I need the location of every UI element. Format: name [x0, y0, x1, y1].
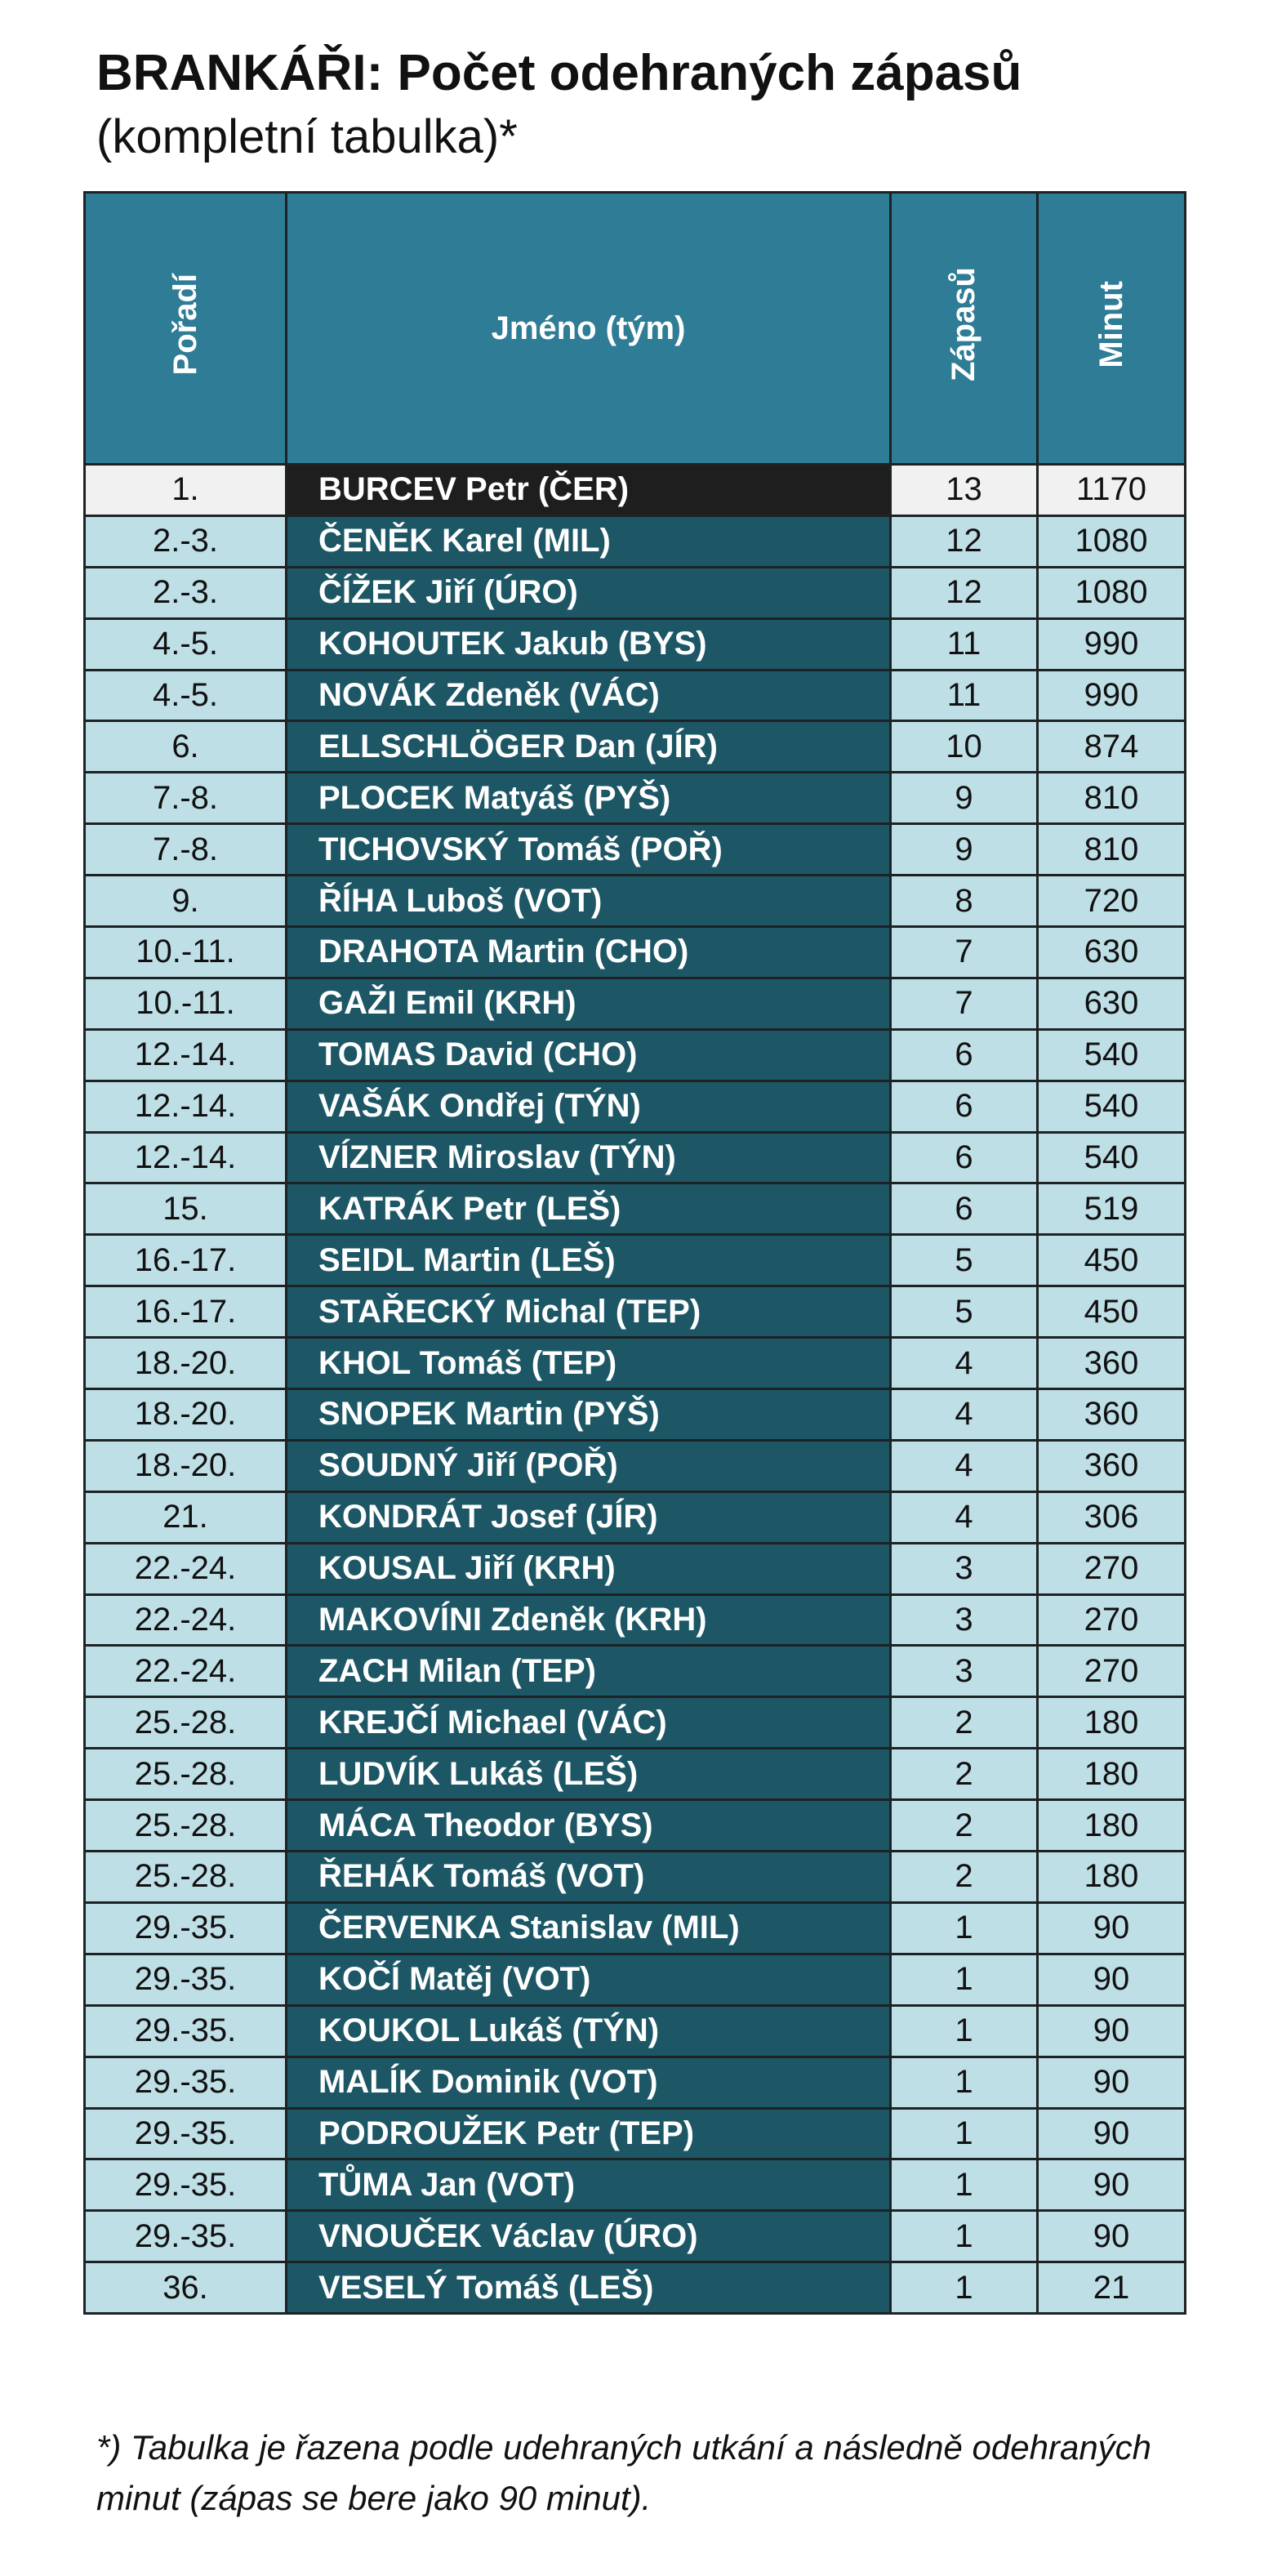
column-header-minutes — [1038, 193, 1186, 465]
rank-cell: 22.-24. — [85, 1646, 287, 1697]
table-row — [85, 1594, 1186, 1646]
player-name-cell: VAŠÁK Ondřej (TÝN) — [287, 1081, 891, 1132]
column-header-minutes-label: Minut — [1093, 280, 1129, 368]
player-name-cell: ČENĚK Karel (MIL) — [287, 515, 891, 567]
table-row — [85, 2159, 1186, 2211]
games-cell: 6 — [891, 1132, 1038, 1183]
rank-cell: 29.-35. — [85, 2211, 287, 2262]
player-name-cell: VESELÝ Tomáš (LEŠ) — [287, 2262, 891, 2314]
games-cell: 1 — [891, 2262, 1038, 2314]
table-row — [85, 618, 1186, 670]
player-name-cell: PODROUŽEK Petr (TEP) — [287, 2108, 891, 2159]
player-name-cell: BURCEV Petr (ČER) — [287, 465, 891, 516]
table-row — [85, 1286, 1186, 1338]
table-row — [85, 465, 1186, 516]
rank-cell: 7.-8. — [85, 824, 287, 876]
player-name-cell: KONDRÁT Josef (JÍR) — [287, 1491, 891, 1543]
rank-cell: 9. — [85, 876, 287, 927]
table-row — [85, 824, 1186, 876]
minutes-cell: 90 — [1038, 2211, 1186, 2262]
minutes-cell: 450 — [1038, 1286, 1186, 1338]
games-cell: 4 — [891, 1491, 1038, 1543]
player-name-cell: ŘEHÁK Tomáš (VOT) — [287, 1852, 891, 1903]
rank-cell: 4.-5. — [85, 618, 287, 670]
games-cell: 7 — [891, 978, 1038, 1029]
minutes-cell: 90 — [1038, 2057, 1186, 2108]
table-row — [85, 2005, 1186, 2057]
player-name-cell: PLOCEK Matyáš (PYŠ) — [287, 773, 891, 824]
player-name-cell: ELLSCHLÖGER Dan (JÍR) — [287, 721, 891, 773]
minutes-cell: 180 — [1038, 1852, 1186, 1903]
minutes-cell: 540 — [1038, 1132, 1186, 1183]
games-cell: 9 — [891, 824, 1038, 876]
rank-cell: 29.-35. — [85, 2005, 287, 2057]
games-cell: 1 — [891, 2108, 1038, 2159]
player-name-cell: MALÍK Dominik (VOT) — [287, 2057, 891, 2108]
games-cell: 5 — [891, 1235, 1038, 1286]
player-name-cell: KATRÁK Petr (LEŠ) — [287, 1183, 891, 1235]
minutes-cell: 90 — [1038, 1902, 1186, 1954]
games-cell: 2 — [891, 1852, 1038, 1903]
minutes-cell: 1080 — [1038, 567, 1186, 618]
games-cell: 1 — [891, 1954, 1038, 2005]
minutes-cell: 990 — [1038, 670, 1186, 721]
rank-cell: 21. — [85, 1491, 287, 1543]
minutes-cell: 450 — [1038, 1235, 1186, 1286]
player-name-cell: NOVÁK Zdeněk (VÁC) — [287, 670, 891, 721]
games-cell: 3 — [891, 1543, 1038, 1594]
table-row — [85, 1338, 1186, 1389]
player-name-cell: VÍZNER Miroslav (TÝN) — [287, 1132, 891, 1183]
table-row — [85, 2057, 1186, 2108]
minutes-cell: 1080 — [1038, 515, 1186, 567]
table-row — [85, 927, 1186, 978]
player-name-cell: KOUSAL Jiří (KRH) — [287, 1543, 891, 1594]
rank-cell: 25.-28. — [85, 1749, 287, 1800]
player-name-cell: TOMAS David (CHO) — [287, 1029, 891, 1081]
rank-cell: 10.-11. — [85, 927, 287, 978]
games-cell: 1 — [891, 2159, 1038, 2211]
title-block — [96, 41, 1191, 167]
player-name-cell: GAŽI Emil (KRH) — [287, 978, 891, 1029]
table-row — [85, 1800, 1186, 1852]
minutes-cell: 630 — [1038, 927, 1186, 978]
table-row — [85, 721, 1186, 773]
games-cell: 2 — [891, 1800, 1038, 1852]
table-row — [85, 1081, 1186, 1132]
games-cell: 3 — [891, 1646, 1038, 1697]
rank-cell: 25.-28. — [85, 1800, 287, 1852]
games-cell: 6 — [891, 1183, 1038, 1235]
table-row — [85, 567, 1186, 618]
column-header-name — [287, 193, 891, 465]
column-header-rank — [85, 193, 287, 465]
player-name-cell: SNOPEK Martin (PYŠ) — [287, 1389, 891, 1441]
minutes-cell: 90 — [1038, 2005, 1186, 2057]
table-row — [85, 1132, 1186, 1183]
rank-cell: 1. — [85, 465, 287, 516]
games-cell: 2 — [891, 1697, 1038, 1749]
games-cell: 4 — [891, 1440, 1038, 1491]
player-name-cell: SOUDNÝ Jiří (POŘ) — [287, 1440, 891, 1491]
games-cell: 9 — [891, 773, 1038, 824]
minutes-cell: 720 — [1038, 876, 1186, 927]
rank-cell: 10.-11. — [85, 978, 287, 1029]
minutes-cell: 540 — [1038, 1029, 1186, 1081]
table-row — [85, 1646, 1186, 1697]
rank-cell: 29.-35. — [85, 2108, 287, 2159]
table-row — [85, 876, 1186, 927]
rank-cell: 12.-14. — [85, 1132, 287, 1183]
games-cell: 13 — [891, 465, 1038, 516]
games-cell: 1 — [891, 2057, 1038, 2108]
minutes-cell: 180 — [1038, 1800, 1186, 1852]
table-row — [85, 1235, 1186, 1286]
rank-cell: 22.-24. — [85, 1543, 287, 1594]
table-row — [85, 1389, 1186, 1441]
minutes-cell: 21 — [1038, 2262, 1186, 2314]
games-cell: 1 — [891, 1902, 1038, 1954]
games-cell: 3 — [891, 1594, 1038, 1646]
games-cell: 12 — [891, 515, 1038, 567]
table-row — [85, 1183, 1186, 1235]
goalkeepers-table — [83, 191, 1186, 2315]
rank-cell: 12.-14. — [85, 1081, 287, 1132]
player-name-cell: MÁCA Theodor (BYS) — [287, 1800, 891, 1852]
rank-cell: 29.-35. — [85, 1954, 287, 2005]
table-row — [85, 2108, 1186, 2159]
player-name-cell: VNOUČEK Václav (ÚRO) — [287, 2211, 891, 2262]
minutes-cell: 270 — [1038, 1594, 1186, 1646]
player-name-cell: TICHOVSKÝ Tomáš (POŘ) — [287, 824, 891, 876]
footnote: *) Tabulka je řazena podle udehraných utkání a následně odehraných minut (zápas se bere jako 90 minut). — [96, 2428, 1152, 2517]
rank-cell: 29.-35. — [85, 2057, 287, 2108]
minutes-cell: 1170 — [1038, 465, 1186, 516]
minutes-cell: 90 — [1038, 2159, 1186, 2211]
minutes-cell: 874 — [1038, 721, 1186, 773]
minutes-cell: 990 — [1038, 618, 1186, 670]
table-row — [85, 1852, 1186, 1903]
table-row — [85, 1954, 1186, 2005]
table-row — [85, 978, 1186, 1029]
table-row — [85, 670, 1186, 721]
rank-cell: 6. — [85, 721, 287, 773]
table-row — [85, 1749, 1186, 1800]
rank-cell: 7.-8. — [85, 773, 287, 824]
minutes-cell: 306 — [1038, 1491, 1186, 1543]
games-cell: 4 — [891, 1389, 1038, 1441]
column-header-rank-label: Pořadí — [167, 273, 203, 376]
page-subtitle: (kompletní tabulka)* — [96, 110, 518, 163]
games-cell: 11 — [891, 670, 1038, 721]
player-name-cell: ČERVENKA Stanislav (MIL) — [287, 1902, 891, 1954]
minutes-cell: 540 — [1038, 1081, 1186, 1132]
player-name-cell: SEIDL Martin (LEŠ) — [287, 1235, 891, 1286]
table-row — [85, 515, 1186, 567]
minutes-cell: 360 — [1038, 1338, 1186, 1389]
minutes-cell: 180 — [1038, 1697, 1186, 1749]
minutes-cell: 270 — [1038, 1543, 1186, 1594]
games-cell: 5 — [891, 1286, 1038, 1338]
rank-cell: 29.-35. — [85, 1902, 287, 1954]
player-name-cell: KHOL Tomáš (TEP) — [287, 1338, 891, 1389]
games-cell: 6 — [891, 1081, 1038, 1132]
minutes-cell: 519 — [1038, 1183, 1186, 1235]
minutes-cell: 810 — [1038, 824, 1186, 876]
table-row — [85, 1491, 1186, 1543]
minutes-cell: 630 — [1038, 978, 1186, 1029]
minutes-cell: 810 — [1038, 773, 1186, 824]
table-row — [85, 1902, 1186, 1954]
minutes-cell: 90 — [1038, 1954, 1186, 2005]
games-cell: 1 — [891, 2005, 1038, 2057]
minutes-cell: 90 — [1038, 2108, 1186, 2159]
rank-cell: 18.-20. — [85, 1440, 287, 1491]
minutes-cell: 180 — [1038, 1749, 1186, 1800]
rank-cell: 15. — [85, 1183, 287, 1235]
table-row — [85, 1440, 1186, 1491]
player-name-cell: DRAHOTA Martin (CHO) — [287, 927, 891, 978]
rank-cell: 18.-20. — [85, 1389, 287, 1441]
player-name-cell: KREJČÍ Michael (VÁC) — [287, 1697, 891, 1749]
games-cell: 7 — [891, 927, 1038, 978]
column-header-games — [891, 193, 1038, 465]
player-name-cell: STAŘECKÝ Michal (TEP) — [287, 1286, 891, 1338]
minutes-cell: 270 — [1038, 1646, 1186, 1697]
player-name-cell: TŮMA Jan (VOT) — [287, 2159, 891, 2211]
rank-cell: 36. — [85, 2262, 287, 2314]
rank-cell: 22.-24. — [85, 1594, 287, 1646]
table-row — [85, 2262, 1186, 2314]
table-row — [85, 1697, 1186, 1749]
rank-cell: 2.-3. — [85, 567, 287, 618]
rank-cell: 2.-3. — [85, 515, 287, 567]
rank-cell: 18.-20. — [85, 1338, 287, 1389]
player-name-cell: LUDVÍK Lukáš (LEŠ) — [287, 1749, 891, 1800]
rank-cell: 16.-17. — [85, 1286, 287, 1338]
rank-cell: 29.-35. — [85, 2159, 287, 2211]
table-header-row — [85, 193, 1186, 465]
games-cell: 6 — [891, 1029, 1038, 1081]
player-name-cell: ŘÍHA Luboš (VOT) — [287, 876, 891, 927]
player-name-cell: KOUKOL Lukáš (TÝN) — [287, 2005, 891, 2057]
table-row — [85, 1029, 1186, 1081]
games-cell: 11 — [891, 618, 1038, 670]
column-header-games-label: Zápasů — [946, 266, 981, 382]
player-name-cell: ZACH Milan (TEP) — [287, 1646, 891, 1697]
table-body — [85, 465, 1186, 2314]
rank-cell: 16.-17. — [85, 1235, 287, 1286]
page-title: BRANKÁŘI: Počet odehraných zápasů — [96, 45, 1022, 101]
table-row — [85, 2211, 1186, 2262]
column-header-name-label: Jméno (tým) — [491, 310, 686, 346]
table-row — [85, 1543, 1186, 1594]
rank-cell: 4.-5. — [85, 670, 287, 721]
player-name-cell: KOČÍ Matěj (VOT) — [287, 1954, 891, 2005]
games-cell: 4 — [891, 1338, 1038, 1389]
player-name-cell: ČÍŽEK Jiří (ÚRO) — [287, 567, 891, 618]
player-name-cell: KOHOUTEK Jakub (BYS) — [287, 618, 891, 670]
table-row — [85, 773, 1186, 824]
games-cell: 2 — [891, 1749, 1038, 1800]
minutes-cell: 360 — [1038, 1389, 1186, 1441]
rank-cell: 25.-28. — [85, 1697, 287, 1749]
games-cell: 10 — [891, 721, 1038, 773]
minutes-cell: 360 — [1038, 1440, 1186, 1491]
games-cell: 12 — [891, 567, 1038, 618]
games-cell: 1 — [891, 2211, 1038, 2262]
rank-cell: 12.-14. — [85, 1029, 287, 1081]
games-cell: 8 — [891, 876, 1038, 927]
rank-cell: 25.-28. — [85, 1852, 287, 1903]
player-name-cell: MAKOVÍNI Zdeněk (KRH) — [287, 1594, 891, 1646]
